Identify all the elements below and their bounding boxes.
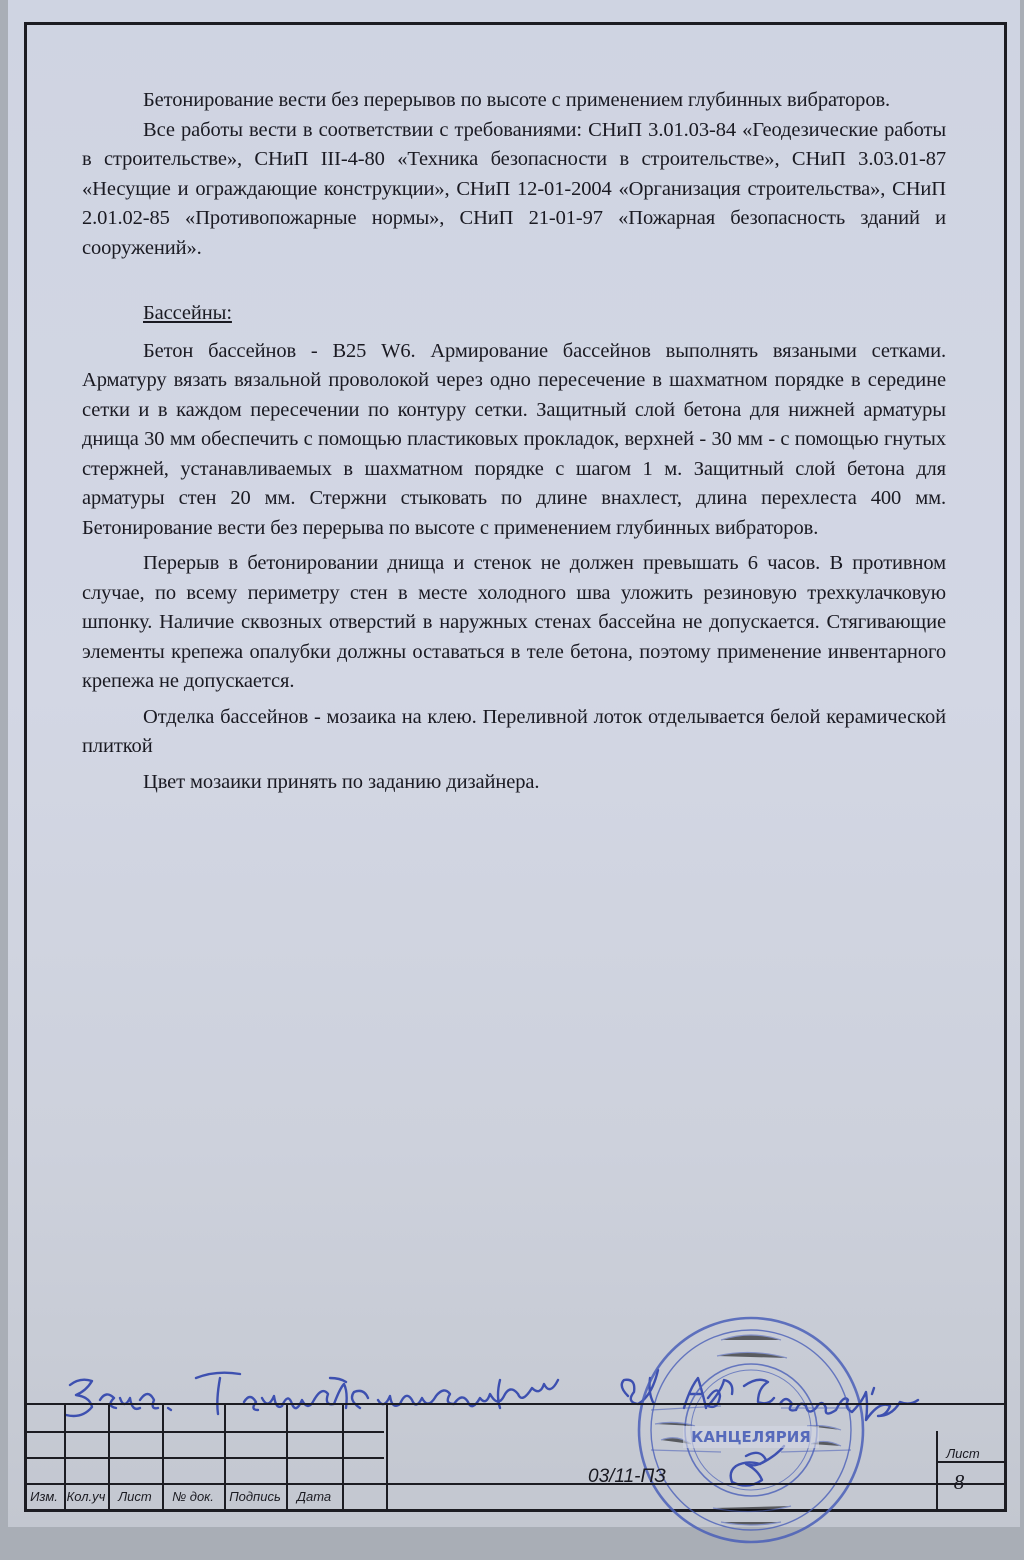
section-heading-pools: Бассейны: bbox=[143, 302, 232, 324]
document-page bbox=[8, 0, 1020, 1527]
col-label-date: Дата bbox=[296, 1489, 332, 1504]
paragraph-concreting: Бетонирование вести без перерывов по высоте с применением глубинных вибраторов. bbox=[143, 89, 891, 111]
col-label-signature: Подпись bbox=[229, 1489, 281, 1504]
paragraph-finishing: Отделка бассейнов - мозаика на клею. Переливной лоток отделывается белой керамической плиткой bbox=[82, 705, 946, 757]
col-label-sheet: Лист bbox=[118, 1489, 152, 1504]
title-block bbox=[24, 1403, 1007, 1512]
paragraph-pool-concrete: Бетон бассейнов - В25 W6. Армирование бассейнов выполнять вязаными сетками. Арматуру вязать вязальной проволокой через одно пересечение в шахматном порядке в середине сетки и в каждом пересечении по контуру сетки. Защитный слой бетона для нижней арматуры днища 30 мм обеспечить с помощью пластиковых прокладок, верхней - 30 мм - с помощью гнутых стержней, устанавливаемых в шахматном порядке с шагом 1 м. Защитный слой бетона для арматуры стен 20 мм. Стержни стыковать по длине внахлест, длина перехлеста 400 мм. Бетонирование вести без перерыва по высоте с применением глубинных вибраторов. bbox=[82, 339, 946, 539]
sheet-number: 8 bbox=[953, 1470, 965, 1494]
col-label-doc-number: № док. bbox=[172, 1489, 214, 1504]
stamp-center-text: КАНЦЕЛЯРИЯ bbox=[691, 1428, 811, 1446]
paragraph-break-limit: Перерыв в бетонировании днища и стенок не должен превышать 6 часов. В противном случае, по всему периметру стен в месте холодного шва уложить резиновую трехкулачковую шпонку. Наличие сквозных отверстий в наружных стенах бассейна не допускается. Стягивающие элементы крепежа опалубки должны оставаться в теле бетона, поэтому применение инвентарного крепежа не допускается. bbox=[82, 552, 946, 692]
col-label-quantity: Кол.уч bbox=[66, 1489, 106, 1504]
paragraph-mosaic-color: Цвет мозаики принять по заданию дизайнера. bbox=[143, 770, 540, 793]
sheet-label: Лист bbox=[946, 1446, 980, 1461]
document-code: 03/11-ПЗ bbox=[588, 1466, 666, 1487]
col-label-change: Изм. bbox=[30, 1489, 58, 1504]
paragraph-standards: Все работы вести в соответствии с требованиями: СНиП 3.01.03-84 «Геодезические работы в строительстве», СНиП III-4-80 «Техника безопасности в строительстве», СНиП 3.03.01-87 «Несущие и ограждающие конструкции», СНиП 12-01-2004 «Организация строительства», СНиП 2.01.02-85 «Противопожарные нормы», СНиП 21-01-97 «Пожарная безопасность зданий и сооружений». bbox=[82, 118, 946, 259]
